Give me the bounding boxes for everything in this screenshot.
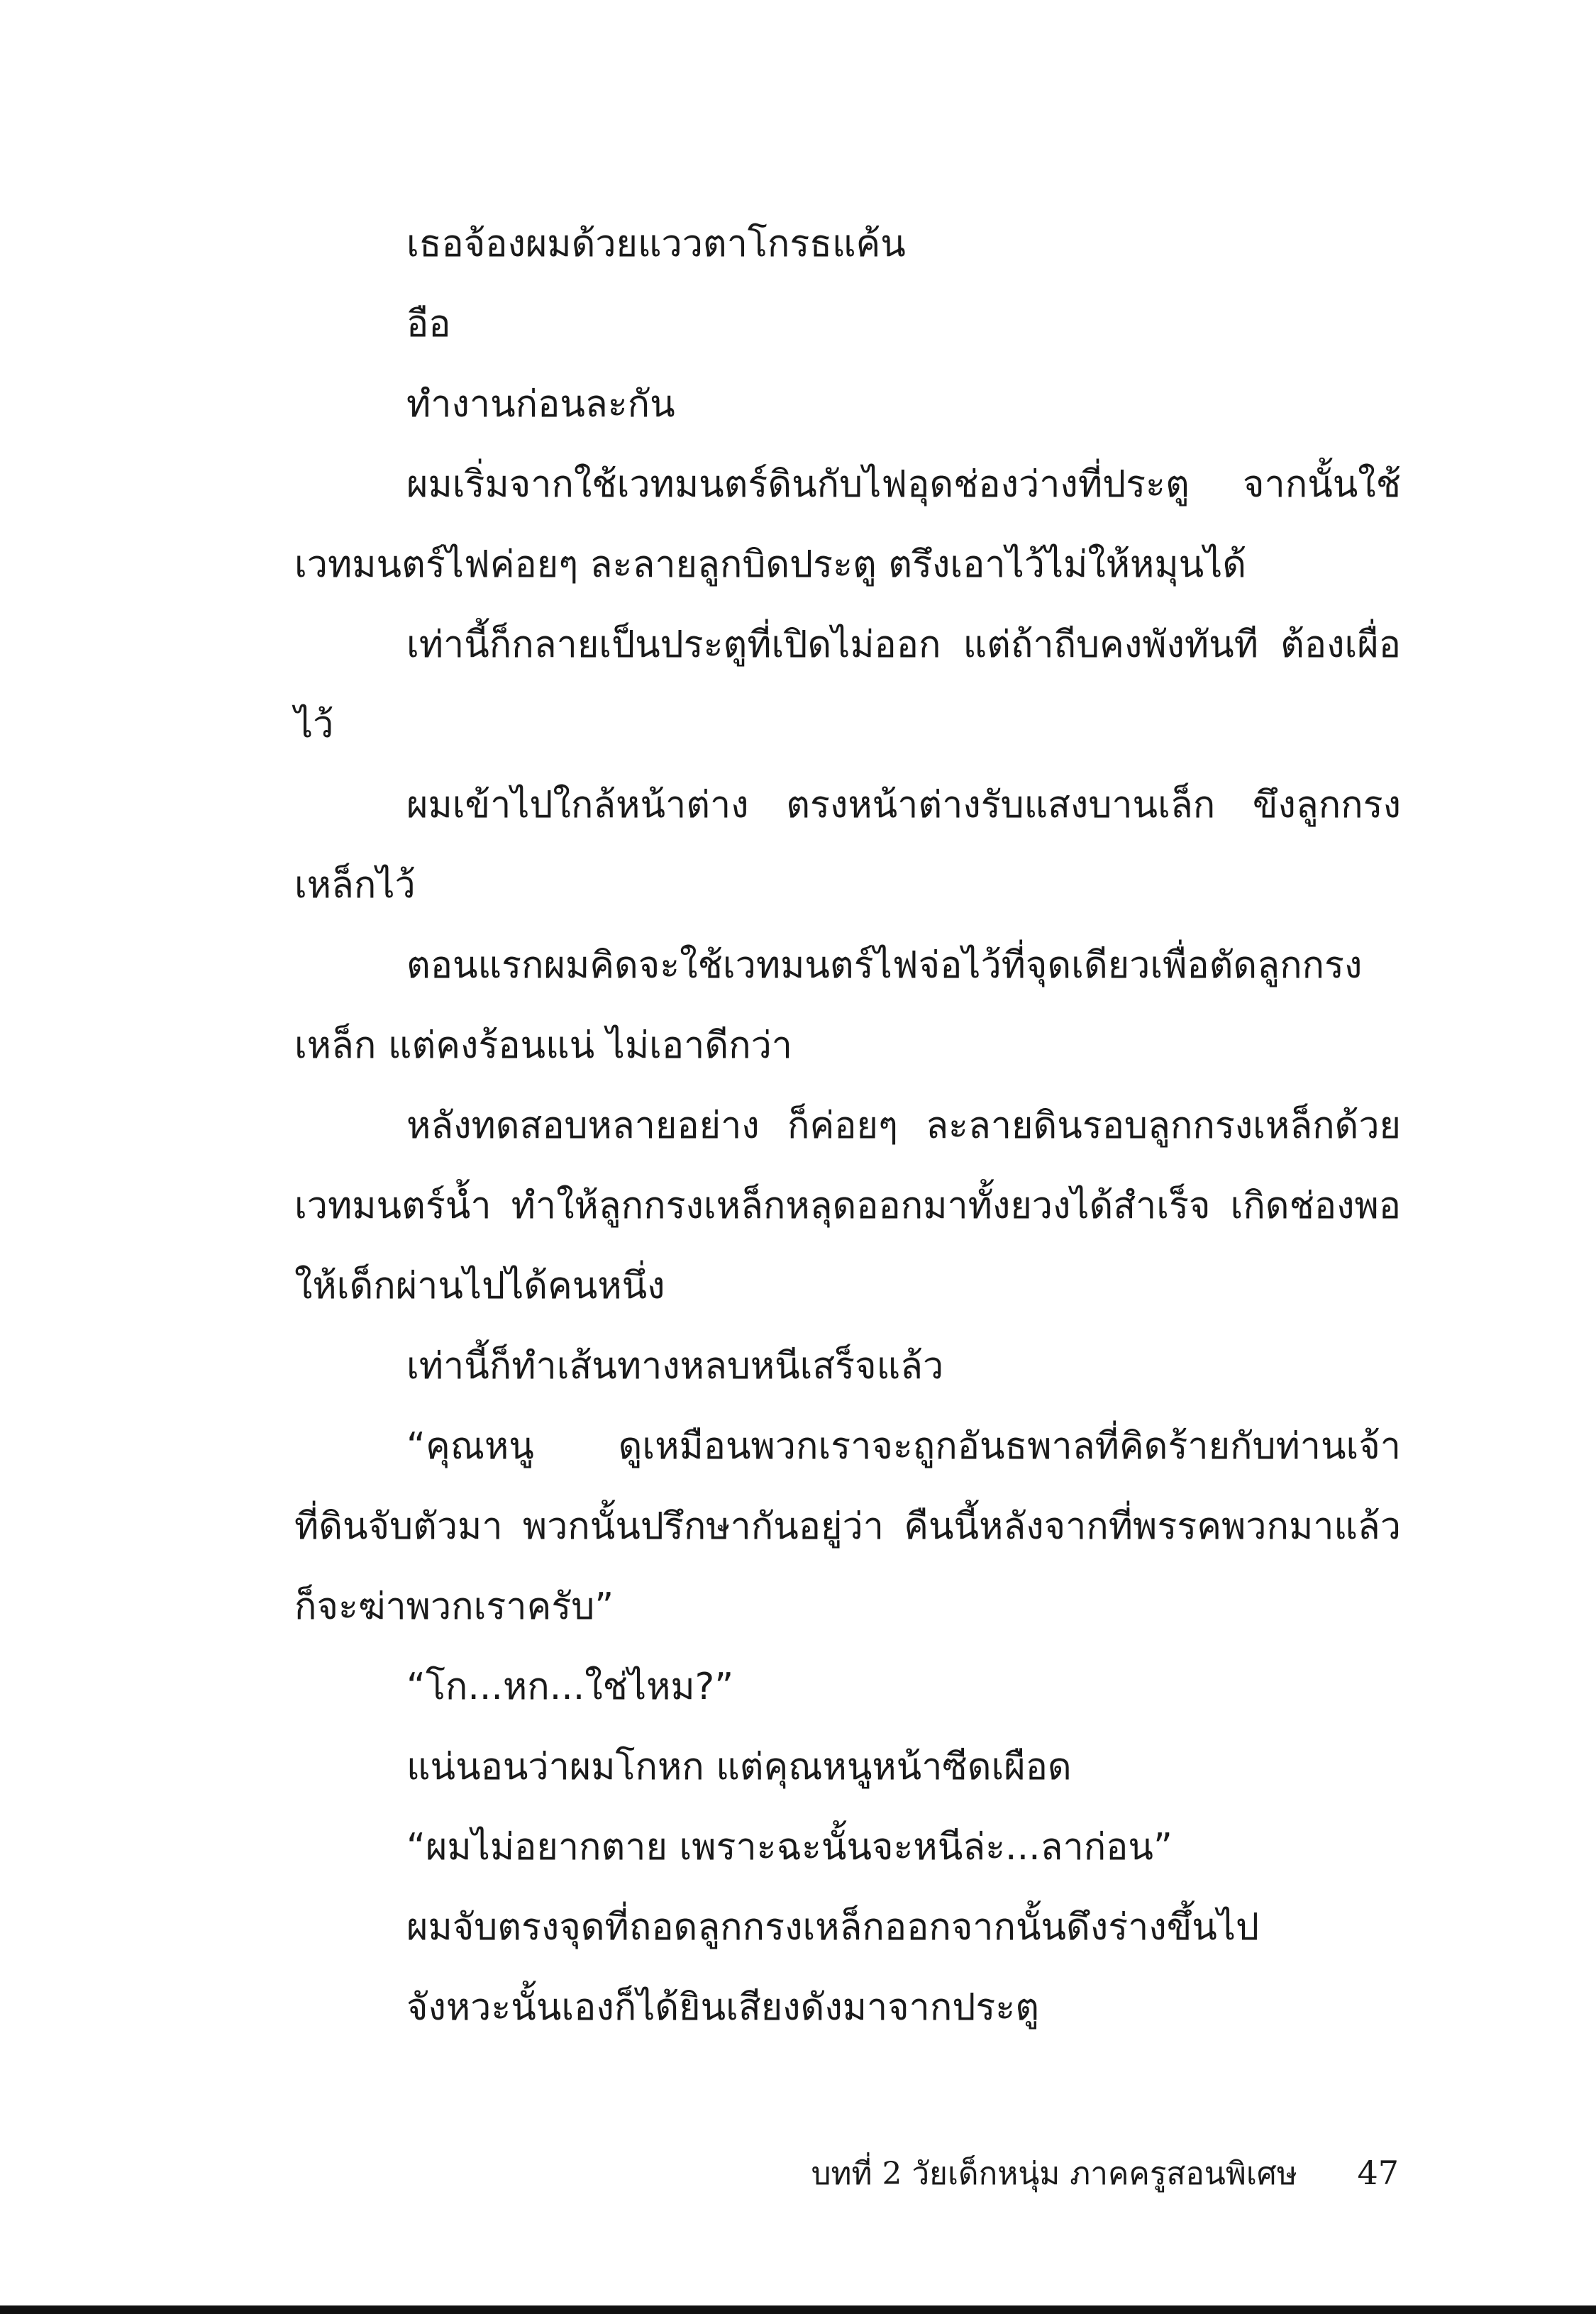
paragraph-15: จังหวะนั้นเองก็ได้ยินเสียงดังมาจากประตู xyxy=(406,1986,1039,2029)
paragraph-11: “โก...หก...ใช่ไหม?” xyxy=(406,1666,734,1708)
body-text xyxy=(294,204,1401,2048)
paragraph-3: ทำงานก่อนละกัน xyxy=(406,383,675,426)
paragraph-12: แน่นอนว่าผมโกหก แต่คุณหนูหน้าซีดเผือด xyxy=(406,1746,1072,1788)
chapter-title: บทที่ 2 วัยเด็กหนุ่ม ภาคครูสอนพิเศษ xyxy=(811,2156,1297,2192)
paragraph-13: “ผมไม่อยากตาย เพราะฉะนั้นจะหนีล่ะ...ลาก่อน” xyxy=(406,1826,1173,1869)
paragraph-4: ผมเริ่มจากใช้เวทมนตร์ดินกับไฟอุดช่องว่างที่ประตู จากนั้นใช้เวทมนตร์ไฟค่อยๆ ละลายลูกบิดประตู ตรึงเอาไว้ไม่ให้หมุนได้ xyxy=(294,463,1401,586)
paragraph-1: เธอจ้องผมด้วยแววตาโกรธแค้น xyxy=(406,223,906,265)
bottom-edge-divider xyxy=(0,2305,1596,2314)
page-footer xyxy=(811,2148,1399,2199)
paragraph-14: ผมจับตรงจุดที่ถอดลูกกรงเหล็กออกจากนั้นดึงร่างขึ้นไป xyxy=(406,1906,1259,1949)
paragraph-8: หลังทดสอบหลายอย่าง ก็ค่อยๆ ละลายดินรอบลูกกรงเหล็กด้วยเวทมนตร์น้ำ ทำให้ลูกกรงเหล็กหลุดออกมาทั้งยวงได้สำเร็จ เกิดช่องพอให้เด็กผ่านไปได้คนหนึ่ง xyxy=(294,1105,1401,1307)
paragraph-5: เท่านี้ก็กลายเป็นประตูที่เปิดไม่ออก แต่ถ้าถีบคงพังทันที ต้องเผื่อไว้ xyxy=(294,624,1401,746)
page-number: 47 xyxy=(1357,2154,1399,2192)
paragraph-6: ผมเข้าไปใกล้หน้าต่าง ตรงหน้าต่างรับแสงบานเล็ก ขึงลูกกรงเหล็กไว้ xyxy=(294,784,1401,907)
paragraph-10: “คุณหนู ดูเหมือนพวกเราจะถูกอันธพาลที่คิดร้ายกับท่านเจ้าที่ดินจับตัวมา พวกนั้นปรึกษากันอยู่ว่า คืนนี้หลังจากที่พรรคพวกมาแล้วก็จะฆ่าพวกเราครับ” xyxy=(294,1425,1401,1628)
paragraph-7: ตอนแรกผมคิดจะใช้เวทมนตร์ไฟจ่อไว้ที่จุดเดียวเพื่อตัดลูกกรงเหล็ก แต่คงร้อนแน่ ไม่เอาดีกว่า xyxy=(294,944,1363,1067)
paragraph-9: เท่านี้ก็ทำเส้นทางหลบหนีเสร็จแล้ว xyxy=(406,1345,944,1388)
paragraph-2: อือ xyxy=(406,303,451,345)
